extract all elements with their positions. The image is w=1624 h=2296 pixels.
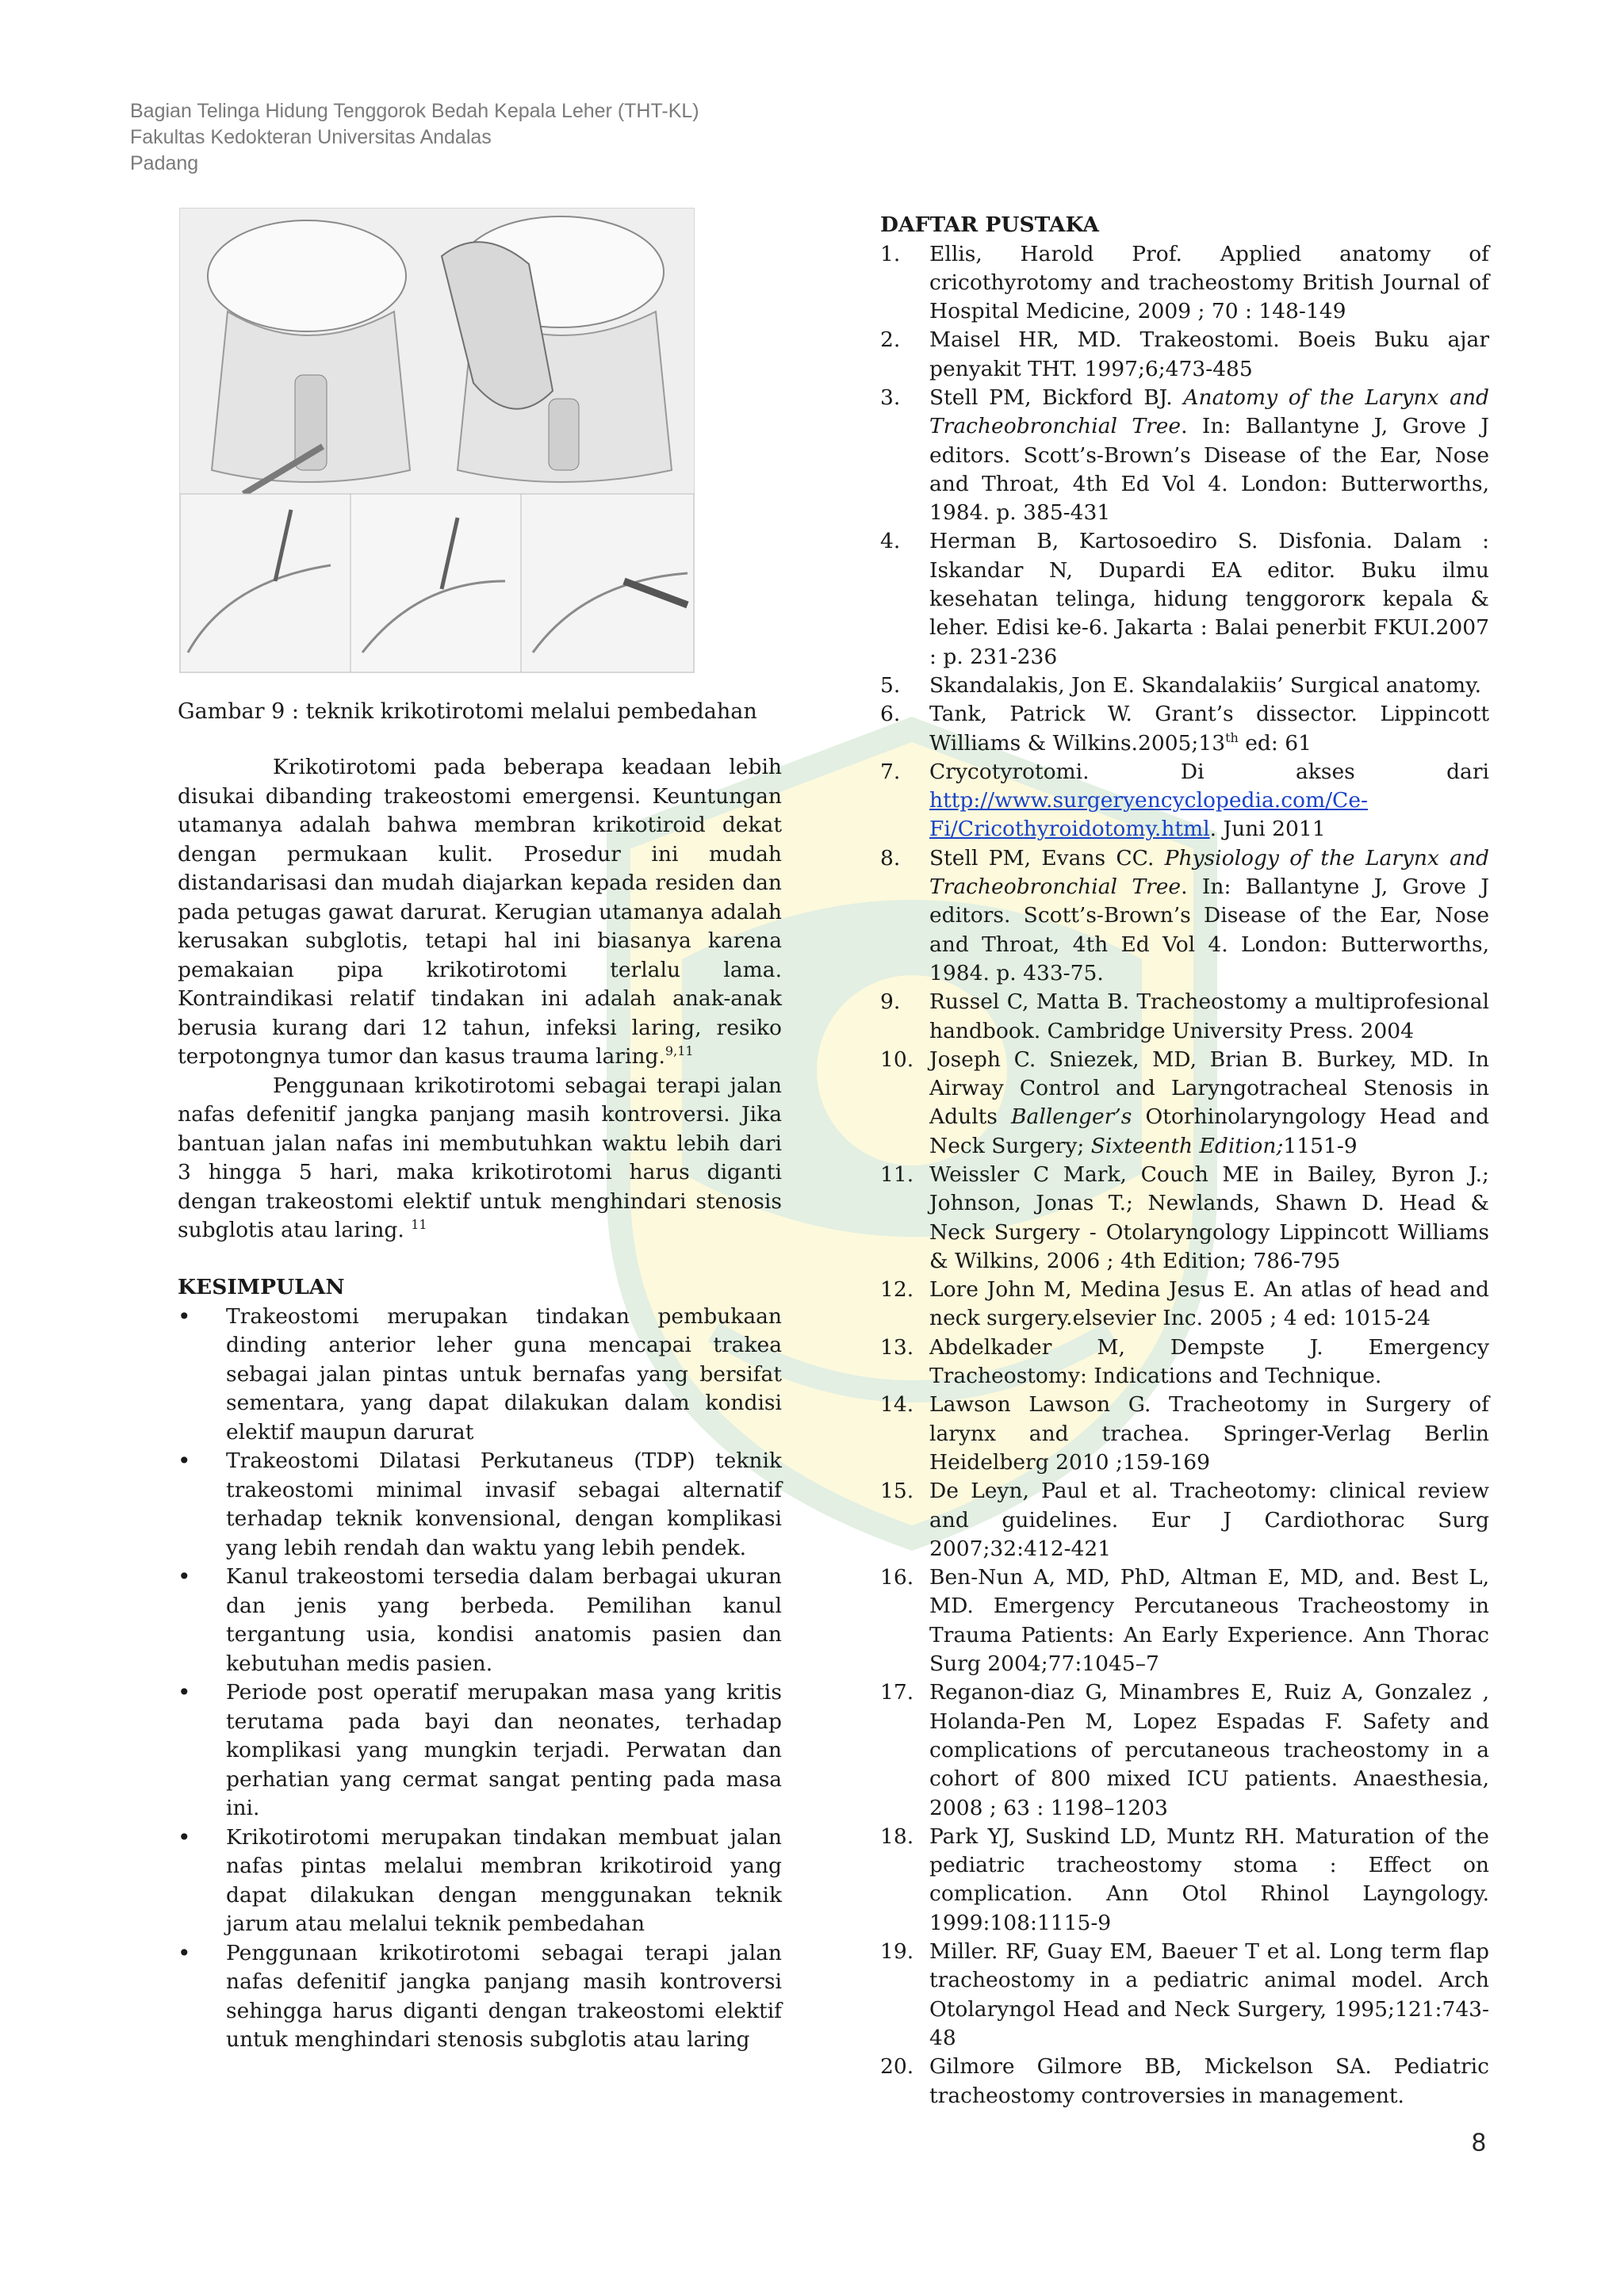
paragraph-1-text: Krikotirotomi pada beberapa keadaan lebih disukai dibanding trakeostomi emergensi. Keuntungan utamanya adalah bahwa membran krikotiroid dekat dengan permukaan kulit. Prosedur ini mudah distandarisasi dan mudah diajarkan kepada residen dan pada petugas gawat darurat. Kerugian utamanya adalah kerusakan subglotis, tetapi hal ini biasanya karena pemakaian pipa krikotirotomi terlalu lama. Kontraindikasi relatif tindakan ini adalah anak-anak berusia kurang dari 12 tahun, infeksi laring, resiko terpotongnya tumor dan kasus trauma laring.	[178, 755, 782, 1069]
reference-text: . Juni 2011	[1209, 817, 1326, 842]
reference-text: Maisel HR, MD. Trakeostomi. Boeis Buku ajar penyakit THT. 1997;6;473-485	[929, 327, 1489, 381]
reference-item	[880, 1563, 1489, 1678]
running-header	[130, 98, 699, 177]
reference-item	[880, 1276, 1489, 1334]
reference-text: Herman B, Kartosoediro S. Disfonia. Dalam : Iskandar N, Dupardi EA editor. Buku ilmu kesehatan telinga, hidung tenggororк kepala & leher. Edisi ke-6. Jakarta : Balai penerbit FKUI.2007 : p. 231-236	[929, 529, 1489, 669]
reference-title-italic: Ballenger’s	[1011, 1104, 1132, 1130]
references-list	[880, 240, 1489, 2110]
reference-text: Russel C, Matta B. Tracheostomy a multiprofesional handbook. Cambridge University Press. 2004	[929, 989, 1489, 1043]
citation-superscript: 11	[411, 1217, 427, 1233]
reference-item	[880, 1938, 1489, 2053]
reference-item	[880, 384, 1489, 527]
reference-number: 8.	[880, 845, 901, 871]
reference-text: Ellis, Harold Prof. Applied anatomy of cricothyrotomy and tracheostomy British Journal of Hospital Medicine, 2009 ; 70 : 148-149	[929, 241, 1489, 324]
page-number: 8	[1472, 2128, 1486, 2156]
references-section	[880, 211, 1489, 2110]
reference-text: Otorhinolaryngology Head and Neck Surgery;	[929, 1104, 1489, 1158]
reference-title-italic: Sixteenth Edition;	[1090, 1133, 1284, 1158]
conclusion-item-text: Krikotirotomi merupakan tindakan membuat jalan nafas pintas melalui membran krikotiroid yang dapat dilakukan dengan menggunakan teknik jarum atau melalui teknik pembedahan	[226, 1824, 782, 1936]
reference-title-italic: Physiology of the Larynx and Tracheobronchial Tree	[929, 845, 1489, 900]
figure-caption: Gambar 9 : teknik krikotirotomi melalui pembedahan	[178, 699, 757, 724]
conclusion-item-text: Kanul trakeostomi tersedia dalam berbagai ukuran dan jenis yang berbeda. Pemilihan kanul tergantung usia, kondisi anatomis pasien dan kebutuhan medis pasien.	[226, 1564, 782, 1676]
reference-text: Skandalakis, Jon E. Skandalakiis’ Surgical anatomy.	[929, 672, 1482, 698]
reference-number: 19.	[880, 1939, 914, 1965]
reference-text: Weissler C Mark, Couch ME in Bailey, Byron J.; Johnson, Jonas T.; Newlands, Shawn D. Head & Neck Surgery - Otolaryngology Lippincott Williams & Wilkins, 2006 ; 4th Edition; 786-795	[929, 1162, 1489, 1273]
bullet-icon: •	[178, 1303, 191, 1330]
reference-text: 1151-9	[1283, 1133, 1358, 1158]
conclusion-item	[178, 1303, 782, 1448]
reference-text: De Leyn, Paul et al. Tracheotomy: clinical review and guidelines. Eur J Cardiothorac Surg 2007;32:412-421	[929, 1479, 1489, 1561]
reference-text: Stell PM, Evans CC.	[929, 845, 1165, 871]
reference-number: 15.	[880, 1479, 914, 1504]
reference-item	[880, 672, 1489, 700]
reference-item	[880, 326, 1489, 384]
reference-link[interactable]: http://www.surgeryencyclopedia.com/Ce-Fi/Cricothyroidotomy.html	[929, 788, 1368, 842]
reference-title-italic: Anatomy of the Larynx and Tracheobronchial Tree	[929, 385, 1489, 439]
bullet-icon: •	[178, 1679, 191, 1705]
conclusion-item-text: Periode post operatif merupakan masa yang kritis terutama pada bayi dan neonates, terhadap komplikasi yang mungkin terjadi. Perwatan dan perhatian yang cermat sangat penting pada masa ini.	[226, 1680, 782, 1820]
reference-item	[880, 988, 1489, 1046]
reference-number: 5.	[880, 672, 901, 698]
reference-item	[880, 844, 1489, 988]
bullet-icon: •	[178, 1823, 191, 1850]
reference-text: Ben-Nun A, MD, PhD, Altman E, MD, and. Best L, MD. Emergency Percutaneous Tracheostomy in Trauma Patients: An Early Experience. Ann Thorac Surg 2004;77:1045–7	[929, 1565, 1489, 1677]
reference-item	[880, 700, 1489, 758]
references-heading: DAFTAR PUSTAKA	[880, 212, 1099, 237]
reference-item	[880, 527, 1489, 671]
conclusion-list	[178, 1303, 782, 2055]
reference-item	[880, 758, 1489, 844]
figure-cricothyrotomy-technique	[179, 208, 695, 673]
reference-number: 11.	[880, 1162, 914, 1187]
reference-text: Park YJ, Suskind LD, Muntz RH. Maturation of the pediatric tracheostomy stoma : Effect on complication. Ann Otol Rhinol Layngology. 1999:108:1115-9	[929, 1823, 1489, 1935]
conclusion-item	[178, 1678, 782, 1823]
reference-item	[880, 240, 1489, 327]
reference-number: 1.	[880, 241, 901, 266]
bullet-icon: •	[178, 1939, 191, 1966]
bullet-icon: •	[178, 1563, 191, 1590]
reference-text: . In: Ballantyne J, Grove J editors. Scott’s-Brown’s Disease of the Ear, Nose and Throat, 4th Ed Vol 4. London: Butterworths, 1984. p. 433-75.	[929, 874, 1489, 985]
reference-number: 7.	[880, 759, 901, 784]
conclusion-heading: KESIMPULAN	[178, 1275, 345, 1299]
reference-item	[880, 1391, 1489, 1477]
reference-number: 4.	[880, 529, 901, 554]
reference-text: Joseph C. Sniezek, MD, Brian B. Burkey, MD. In Airway Control and Laryngotracheal Stenosis in Adults	[929, 1047, 1489, 1130]
reference-number: 9.	[880, 989, 901, 1015]
paragraph-2-text: Penggunaan krikotirotomi sebagai terapi jalan nafas defenitif jangka panjang masih kontroversi. Jika bantuan jalan nafas ini membutuhkan waktu lebih dari 3 hingga 5 hari, maka krikotirotomi harus diganti dengan trakeostomi elektif untuk menghindari stenosis subglotis atau laring.	[178, 1073, 782, 1242]
body-text	[178, 753, 782, 1246]
conclusion-section	[178, 1273, 782, 2055]
reference-item	[880, 2053, 1489, 2110]
conclusion-item	[178, 1447, 782, 1563]
reference-superscript: th	[1225, 729, 1239, 745]
reference-number: 3.	[880, 385, 901, 410]
reference-text: Miller. RF, Guay EM, Baeuer T et al. Long term flap tracheostomy in a pediatric animal model. Arch Otolaryngol Head and Neck Surgery, 1995;121:743-48	[929, 1939, 1489, 2050]
conclusion-item-text: Penggunaan krikotirotomi sebagai terapi jalan nafas defenitif jangka panjang masih kontroversi sehingga harus diganti dengan trakeostomi elektif untuk menghindari stenosis subglotis atau laring	[226, 1940, 782, 2052]
reference-number: 10.	[880, 1047, 914, 1072]
conclusion-item-text: Trakeostomi merupakan tindakan pembukaan dinding anterior leher guna mencapai trakea sebagai jalan pintas untuk bernafas yang bersifat sementara, yang dapat dilakukan dalam kondisi elektif maupun darurat	[226, 1303, 782, 1445]
reference-item	[880, 1046, 1489, 1161]
reference-number: 12.	[880, 1277, 914, 1303]
reference-text: Lore John M, Medina Jesus E. An atlas of head and neck surgery.elsevier Inc. 2005 ; 4 ed: 1015-24	[929, 1277, 1489, 1331]
conclusion-item	[178, 1563, 782, 1678]
paragraph-2	[178, 1072, 782, 1246]
reference-item	[880, 1823, 1489, 1938]
conclusion-item-text: Trakeostomi Dilatasi Perkutaneus (TDP) teknik trakeostomi minimal invasif sebagai alternatif terhadap teknik konvensional, dengan komplikasi yang lebih rendah dan waktu yang lebih pendek.	[226, 1448, 782, 1560]
reference-number: 13.	[880, 1334, 914, 1360]
reference-number: 18.	[880, 1823, 914, 1849]
reference-text: Abdelkader M, Dempste J. Emergency Tracheostomy: Indications and Technique.	[929, 1334, 1489, 1389]
surgical-illustration	[180, 209, 694, 672]
reference-number: 20.	[880, 2054, 914, 2080]
citation-superscript: 9,11	[665, 1043, 694, 1059]
reference-item	[880, 1161, 1489, 1276]
reference-text: Stell PM, Bickford BJ.	[929, 385, 1184, 410]
reference-text: . In: Ballantyne J, Grove J editors. Scott’s-Brown’s Disease of the Ear, Nose and Throat, 4th Ed Vol 4. London: Butterworths, 1984. p. 385-431	[929, 414, 1489, 526]
reference-text: Reganon-diaz G, Minambres E, Ruiz A, Gonzalez , Holanda-Pen M, Lopez Espadas F. Safety and complications of percutaneous tracheostomy in a cohort of 800 mixed ICU patients. Anaesthesia, 2008 ; 63 : 1198–1203	[929, 1680, 1489, 1820]
reference-text: Crycotyrotomi. Di akses dari	[929, 759, 1489, 784]
reference-text: ed: 61	[1238, 730, 1312, 756]
reference-number: 14.	[880, 1392, 914, 1418]
bullet-icon: •	[178, 1448, 191, 1474]
paragraph-1	[178, 753, 782, 1072]
header-line-3: Padang	[130, 152, 199, 174]
reference-number: 17.	[880, 1680, 914, 1705]
conclusion-item	[178, 1823, 782, 1939]
conclusion-item	[178, 1939, 782, 2055]
reference-number: 6.	[880, 702, 901, 727]
header-line-2: Fakultas Kedokteran Universitas Andalas	[130, 126, 492, 148]
header-line-1: Bagian Telinga Hidung Tenggorok Bedah Kepala Leher (THT-KL)	[130, 100, 699, 122]
reference-text: Gilmore Gilmore BB, Mickelson SA. Pediatric tracheostomy controversies in management.	[929, 2054, 1489, 2108]
reference-item	[880, 1334, 1489, 1391]
reference-item	[880, 1477, 1489, 1563]
reference-text: Lawson Lawson G. Tracheotomy in Surgery of larynx and trachea. Springer-Verlag Berlin Heidelberg 2010 ;159-169	[929, 1392, 1489, 1475]
reference-number: 2.	[880, 327, 901, 353]
reference-item	[880, 1678, 1489, 1822]
reference-number: 16.	[880, 1565, 914, 1590]
reference-text: Tank, Patrick W. Grant’s dissector. Lippincott Williams & Wilkins.2005;13	[929, 702, 1489, 756]
